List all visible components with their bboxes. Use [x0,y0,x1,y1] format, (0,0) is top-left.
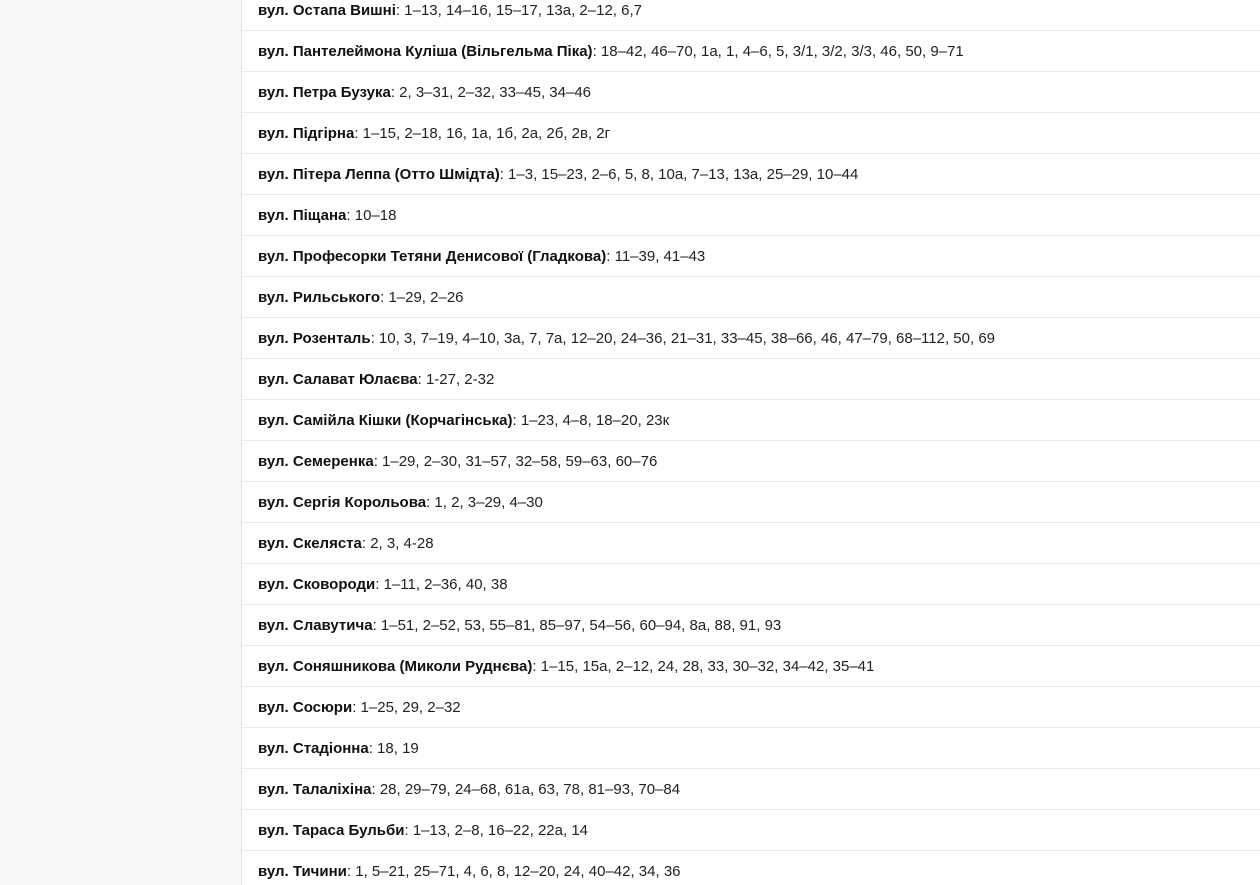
street-name: вул. Тичини [258,863,347,880]
house-numbers: 10, 3, 7–19, 4–10, 3а, 7, 7а, 12–20, 24–36, 21–31, 33–45, 38–66, 46, 47–79, 68–112, 50, 69 [378,330,996,347]
street-separator: : [368,740,378,757]
street-name: вул. Підгірна [258,125,355,142]
street-name: вул. Сосюри [258,699,353,716]
house-numbers: 2, 3–31, 2–32, 33–45, 34–46 [399,84,591,101]
street-separator: : [373,453,383,470]
street-separator: : [346,207,355,224]
street-name: вул. Салават Юлаєва [258,371,418,388]
street-separator: : [404,822,413,839]
street-separator: : [372,617,381,634]
street-name: вул. Сковороди [258,576,376,593]
street-name: вул. Славутича [258,617,373,634]
house-numbers: 1–51, 2–52, 53, 55–81, 85–97, 54–56, 60–94, 8а, 88, 91, 93 [380,617,782,634]
street-row [242,523,1260,564]
street-row [242,318,1260,359]
house-numbers: 1–29, 2–26 [388,289,464,306]
street-list [242,0,1260,885]
street-separator: : [512,412,521,429]
street-name: вул. Тараса Бульби [258,822,405,839]
house-numbers: 10–18 [354,207,397,224]
street-separator: : [592,43,601,60]
street-separator: : [354,125,363,142]
street-row [242,646,1260,687]
house-numbers: 1, 5–21, 25–71, 4, 6, 8, 12–20, 24, 40–42, 34, 36 [355,863,681,880]
street-name: вул. Сергія Корольова [258,494,427,511]
street-name: вул. Пітера Леппа (Отто Шмідта) [258,166,500,183]
street-name: вул. Розенталь [258,330,371,347]
street-row [242,605,1260,646]
house-numbers: 1-27, 2-32 [425,371,495,388]
street-name: вул. Талаліхіна [258,781,372,798]
house-numbers: 1–29, 2–30, 31–57, 32–58, 59–63, 60–76 [382,453,658,470]
house-numbers: 1–25, 29, 2–32 [360,699,461,716]
house-numbers: 1–15, 15а, 2–12, 24, 28, 33, 30–32, 34–42, 35–41 [540,658,875,675]
street-separator: : [426,494,435,511]
house-numbers: 18–42, 46–70, 1а, 1, 4–6, 5, 3/1, 3/2, 3/3, 46, 50, 9–71 [600,43,964,60]
street-row [242,154,1260,195]
house-numbers: 1–15, 2–18, 16, 1а, 1б, 2а, 2б, 2в, 2г [362,125,611,142]
house-numbers: 28, 29–79, 24–68, 61а, 63, 78, 81–93, 70–84 [379,781,681,798]
house-numbers: 2, 3, 4-28 [370,535,434,552]
street-name: вул. Петра Бузука [258,84,391,101]
street-separator: : [352,699,361,716]
left-sidebar [0,0,242,885]
street-row [242,810,1260,851]
street-name: вул. Пантелеймона Куліша (Вільгельма Піка) [258,43,593,60]
house-numbers: 18, 19 [377,740,419,757]
street-name: вул. Самійла Кішки (Корчагінська) [258,412,513,429]
street-separator: : [499,166,509,183]
street-row [242,113,1260,154]
street-row [242,441,1260,482]
house-numbers: 1–13, 2–8, 16–22, 22а, 14 [412,822,589,839]
street-row [242,359,1260,400]
main-content [242,0,1260,885]
street-row [242,564,1260,605]
house-numbers: 1–13, 14–16, 15–17, 13а, 2–12, 6,7 [404,2,642,19]
street-name: вул. Стадіонна [258,740,369,757]
street-separator: : [375,576,384,593]
street-row [242,769,1260,810]
street-name: вул. Професорки Тетяни Денисової (Гладкова) [258,248,607,265]
street-row [242,400,1260,441]
street-name: вул. Рильського [258,289,381,306]
street-row [242,482,1260,523]
street-separator: : [395,2,405,19]
house-numbers: 1, 2, 3–29, 4–30 [434,494,543,511]
house-numbers: 1–23, 4–8, 18–20, 23к [520,412,670,429]
street-row [242,687,1260,728]
street-row [242,851,1260,885]
street-separator: : [380,289,389,306]
street-separator: : [361,535,371,552]
street-separator: : [346,863,356,880]
street-row [242,0,1260,31]
street-row [242,31,1260,72]
house-numbers: 1–11, 2–36, 40, 38 [383,576,508,593]
street-name: вул. Остапа Вишні [258,2,396,19]
street-separator: : [370,330,379,347]
street-row [242,236,1260,277]
street-row [242,72,1260,113]
street-name: вул. Семеренка [258,453,374,470]
street-separator: : [417,371,426,388]
street-separator: : [606,248,615,265]
street-name: вул. Соняшникова (Миколи Руднєва) [258,658,533,675]
street-separator: : [532,658,541,675]
street-separator: : [390,84,400,101]
street-name: вул. Скеляста [258,535,362,552]
street-separator: : [371,781,380,798]
house-numbers: 11–39, 41–43 [614,248,706,265]
street-row [242,728,1260,769]
street-name: вул. Піщана [258,207,347,224]
street-row [242,195,1260,236]
house-numbers: 1–3, 15–23, 2–6, 5, 8, 10а, 7–13, 13а, 25–29, 10–44 [508,166,859,183]
street-row [242,277,1260,318]
